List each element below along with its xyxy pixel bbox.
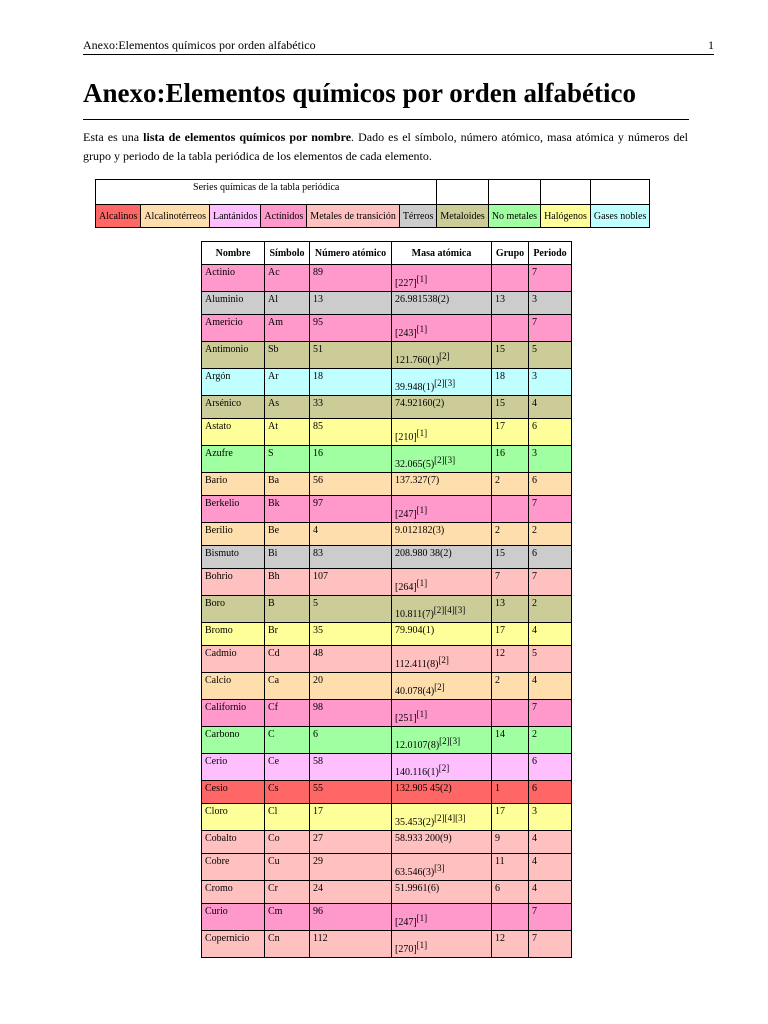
atomic-mass-cell: [392, 904, 492, 931]
table-row: [202, 804, 572, 831]
reference-superscript[interactable]: [1]: [416, 505, 428, 515]
atomic-mass-cell: [392, 754, 492, 781]
intro-text-start: Esta es una: [83, 130, 144, 144]
atomic-mass-value: 79.904(1): [395, 625, 435, 636]
atomic-mass-cell: [392, 623, 492, 646]
group-cell: [492, 496, 529, 523]
atomic-mass-cell: [392, 315, 492, 342]
table-row: [202, 904, 572, 931]
atomic-mass-value: 121.760(1): [395, 355, 440, 366]
table-row: [202, 369, 572, 396]
period-cell: 4: [529, 831, 572, 854]
atomic-mass-value: 12.0107(8): [395, 740, 440, 751]
table-row: [202, 700, 572, 727]
table-row: [202, 292, 572, 315]
group-cell: [492, 754, 529, 781]
atomic-mass-value: 40.078(4): [395, 686, 435, 697]
legend-empty-cell: [488, 180, 540, 205]
group-cell: 15: [492, 546, 529, 569]
reference-superscript[interactable]: [3]: [434, 863, 445, 873]
table-row: [202, 727, 572, 754]
atomic-number-cell: 33: [310, 396, 392, 419]
element-symbol-cell: S: [265, 446, 310, 473]
atomic-number-cell: 27: [310, 831, 392, 854]
element-symbol-cell: C: [265, 727, 310, 754]
legend-series-cell[interactable]: Metaloides: [437, 205, 488, 228]
element-name-cell[interactable]: Antimonio: [202, 342, 265, 369]
period-cell: 4: [529, 623, 572, 646]
reference-superscript[interactable]: [1]: [416, 709, 428, 719]
element-name-cell[interactable]: Bohrio: [202, 569, 265, 596]
period-cell: 7: [529, 315, 572, 342]
atomic-mass-cell: [392, 396, 492, 419]
reference-superscript[interactable]: [2]: [439, 351, 450, 361]
element-name-cell[interactable]: Berkelio: [202, 496, 265, 523]
atomic-mass-cell: [392, 369, 492, 396]
element-symbol-cell: Cu: [265, 854, 310, 881]
element-name-cell[interactable]: Bromo: [202, 623, 265, 646]
atomic-mass-cell: [392, 265, 492, 292]
element-symbol-cell: Am: [265, 315, 310, 342]
period-cell: 6: [529, 754, 572, 781]
atomic-number-cell: 20: [310, 673, 392, 700]
group-cell: 6: [492, 881, 529, 904]
group-cell: 2: [492, 523, 529, 546]
atomic-mass-value: [270]: [395, 944, 417, 955]
element-symbol-cell: Ar: [265, 369, 310, 396]
element-name-cell[interactable]: Bario: [202, 473, 265, 496]
atomic-mass-cell: [392, 673, 492, 700]
element-symbol-cell: At: [265, 419, 310, 446]
table-row: [202, 781, 572, 804]
atomic-mass-cell: [392, 831, 492, 854]
element-name-cell[interactable]: Curio: [202, 904, 265, 931]
table-row: [202, 673, 572, 700]
element-symbol-cell: Be: [265, 523, 310, 546]
period-cell: 4: [529, 854, 572, 881]
atomic-mass-value: 51.9961(6): [395, 883, 440, 894]
atomic-mass-value: 137.327(7): [395, 475, 440, 486]
atomic-mass-cell: [392, 781, 492, 804]
period-cell: 7: [529, 569, 572, 596]
element-symbol-cell: Cr: [265, 881, 310, 904]
atomic-number-cell: 112: [310, 931, 392, 958]
reference-superscript[interactable]: [2][4][3]: [434, 813, 466, 823]
group-cell: 12: [492, 931, 529, 958]
element-name-cell[interactable]: Cobre: [202, 854, 265, 881]
element-name-cell[interactable]: Boro: [202, 596, 265, 623]
table-row: [202, 496, 572, 523]
group-cell: [492, 265, 529, 292]
group-cell: [492, 700, 529, 727]
reference-superscript[interactable]: [1]: [416, 428, 428, 438]
group-cell: 12: [492, 646, 529, 673]
period-cell: 3: [529, 804, 572, 831]
atomic-mass-value: 39.948(1): [395, 382, 435, 393]
reference-superscript[interactable]: [2][3]: [434, 455, 456, 465]
atomic-mass-value: [247]: [395, 917, 417, 928]
period-cell: 7: [529, 904, 572, 931]
group-cell: [492, 904, 529, 931]
element-name-cell[interactable]: Cesio: [202, 781, 265, 804]
atomic-mass-value: 9.012182(3): [395, 525, 445, 536]
element-name-cell[interactable]: Calcio: [202, 673, 265, 700]
reference-superscript[interactable]: [1]: [416, 913, 428, 923]
atomic-mass-value: 10.811(7): [395, 609, 434, 620]
table-header-row: [202, 242, 572, 265]
atomic-number-cell: 48: [310, 646, 392, 673]
legend-empty-cell: [437, 180, 488, 205]
group-cell: 2: [492, 673, 529, 700]
element-name-cell[interactable]: Americio: [202, 315, 265, 342]
table-row: [202, 315, 572, 342]
period-cell: 4: [529, 881, 572, 904]
element-symbol-cell: Bi: [265, 546, 310, 569]
legend-caption-row: [96, 180, 650, 205]
element-name-cell[interactable]: Bismuto: [202, 546, 265, 569]
atomic-mass-value: 74.92160(2): [395, 398, 445, 409]
element-symbol-cell: Sb: [265, 342, 310, 369]
period-cell: 3: [529, 369, 572, 396]
period-cell: 5: [529, 646, 572, 673]
atomic-mass-cell: [392, 419, 492, 446]
period-cell: 4: [529, 673, 572, 700]
atomic-mass-cell: [392, 646, 492, 673]
atomic-number-cell: 95: [310, 315, 392, 342]
atomic-mass-value: [210]: [395, 432, 417, 443]
element-symbol-cell: Co: [265, 831, 310, 854]
atomic-number-cell: 51: [310, 342, 392, 369]
reference-superscript[interactable]: [2][4][3]: [433, 605, 466, 615]
atomic-mass-value: 112.411(8): [395, 659, 439, 670]
reference-superscript[interactable]: [2]: [438, 763, 450, 773]
atomic-number-cell: 89: [310, 265, 392, 292]
atomic-number-cell: 18: [310, 369, 392, 396]
element-symbol-cell: Bk: [265, 496, 310, 523]
element-symbol-cell: Bh: [265, 569, 310, 596]
legend-series-cell[interactable]: Metales de transición: [307, 205, 400, 228]
element-name-cell[interactable]: Cerio: [202, 754, 265, 781]
group-cell: 2: [492, 473, 529, 496]
atomic-number-cell: 83: [310, 546, 392, 569]
atomic-mass-cell: [392, 804, 492, 831]
table-row: [202, 446, 572, 473]
period-cell: 7: [529, 496, 572, 523]
atomic-mass-value: [243]: [395, 328, 417, 339]
atomic-mass-value: [247]: [395, 509, 417, 520]
reference-superscript[interactable]: [2]: [434, 682, 445, 692]
table-row: [202, 419, 572, 446]
table-row: [202, 546, 572, 569]
atomic-number-cell: 13: [310, 292, 392, 315]
header-divider: [83, 54, 714, 55]
intro-bold-link[interactable]: lista de elementos químicos por nombre: [143, 130, 352, 144]
element-name-cell[interactable]: Aluminio: [202, 292, 265, 315]
atomic-number-cell: 35: [310, 623, 392, 646]
table-row: [202, 473, 572, 496]
title-divider: [83, 119, 689, 120]
legend-series-row: [96, 205, 650, 228]
group-cell: 13: [492, 596, 529, 623]
reference-superscript[interactable]: [1]: [416, 274, 428, 284]
atomic-number-cell: 56: [310, 473, 392, 496]
table-row: [202, 931, 572, 958]
element-name-cell[interactable]: Cobalto: [202, 831, 265, 854]
period-cell: 3: [529, 292, 572, 315]
group-cell: 14: [492, 727, 529, 754]
group-cell: 17: [492, 623, 529, 646]
legend-series-cell[interactable]: Térreos: [399, 205, 437, 228]
period-cell: 6: [529, 546, 572, 569]
element-symbol-cell: Ca: [265, 673, 310, 700]
atomic-mass-cell: [392, 854, 492, 881]
legend-caption: Series químicas de la tabla periódica: [96, 180, 437, 205]
element-symbol-cell: Ba: [265, 473, 310, 496]
atomic-mass-value: 208.980 38(2): [395, 548, 452, 559]
reference-superscript[interactable]: [2][3]: [439, 736, 461, 746]
atomic-mass-cell: [392, 292, 492, 315]
period-cell: 2: [529, 523, 572, 546]
period-cell: 2: [529, 596, 572, 623]
table-row: [202, 265, 572, 292]
group-cell: 13: [492, 292, 529, 315]
group-cell: 15: [492, 396, 529, 419]
atomic-number-cell: 4: [310, 523, 392, 546]
group-cell: [492, 315, 529, 342]
period-cell: 7: [529, 265, 572, 292]
group-cell: 17: [492, 804, 529, 831]
legend-empty-cell: [541, 180, 591, 205]
elements-table: [201, 241, 572, 958]
atomic-mass-cell: [392, 931, 492, 958]
intro-text-end: . Dado es el símbolo, número atómico, masa atómica y números del grupo y periodo de la tabla periódica de los elementos de cada elemento.: [83, 130, 688, 163]
atomic-mass-value: 58.933 200(9): [395, 833, 452, 844]
atomic-number-cell: 107: [310, 569, 392, 596]
table-row: [202, 646, 572, 673]
table-row: [202, 569, 572, 596]
group-cell: 9: [492, 831, 529, 854]
legend-series-cell[interactable]: Lantánidos: [209, 205, 260, 228]
element-name-cell[interactable]: Cloro: [202, 804, 265, 831]
element-name-cell[interactable]: Argón: [202, 369, 265, 396]
element-symbol-cell: B: [265, 596, 310, 623]
table-row: [202, 523, 572, 546]
page-number: 1: [708, 38, 714, 52]
table-row: [202, 831, 572, 854]
group-cell: 16: [492, 446, 529, 473]
atomic-number-cell: 85: [310, 419, 392, 446]
legend-series-cell[interactable]: Alcalinotérreos: [141, 205, 210, 228]
table-row: [202, 623, 572, 646]
group-cell: 17: [492, 419, 529, 446]
element-symbol-cell: Cl: [265, 804, 310, 831]
column-header-periodo: Periodo: [529, 242, 572, 265]
element-symbol-cell: Ce: [265, 754, 310, 781]
running-header: [83, 38, 714, 53]
atomic-mass-cell: [392, 727, 492, 754]
period-cell: 6: [529, 419, 572, 446]
atomic-number-cell: 24: [310, 881, 392, 904]
column-header-nombre: Nombre: [202, 242, 265, 265]
element-name-cell[interactable]: Astato: [202, 419, 265, 446]
group-cell: 15: [492, 342, 529, 369]
period-cell: 6: [529, 473, 572, 496]
table-row: [202, 854, 572, 881]
atomic-number-cell: 29: [310, 854, 392, 881]
reference-superscript[interactable]: [2][3]: [434, 378, 456, 388]
atomic-mass-value: 35.453(2): [395, 817, 435, 828]
element-symbol-cell: Br: [265, 623, 310, 646]
atomic-mass-cell: [392, 700, 492, 727]
atomic-mass-cell: [392, 881, 492, 904]
element-name-cell[interactable]: Cromo: [202, 881, 265, 904]
atomic-mass-value: 63.546(3): [395, 867, 435, 878]
atomic-number-cell: 98: [310, 700, 392, 727]
period-cell: 3: [529, 446, 572, 473]
legend-series-cell[interactable]: No metales: [488, 205, 540, 228]
table-row: [202, 881, 572, 904]
element-name-cell[interactable]: Arsénico: [202, 396, 265, 419]
element-name-cell[interactable]: Cadmio: [202, 646, 265, 673]
column-header-masa-atomica: Masa atómica: [392, 242, 492, 265]
atomic-mass-cell: [392, 596, 492, 623]
atomic-mass-cell: [392, 342, 492, 369]
period-cell: 6: [529, 781, 572, 804]
legend-series-cell[interactable]: Gases nobles: [590, 205, 650, 228]
atomic-mass-value: [251]: [395, 713, 417, 724]
atomic-number-cell: 6: [310, 727, 392, 754]
atomic-number-cell: 97: [310, 496, 392, 523]
element-name-cell[interactable]: Carbono: [202, 727, 265, 754]
element-symbol-cell: Al: [265, 292, 310, 315]
atomic-mass-value: [227]: [395, 278, 417, 289]
atomic-number-cell: 55: [310, 781, 392, 804]
group-cell: 1: [492, 781, 529, 804]
group-cell: 7: [492, 569, 529, 596]
group-cell: 18: [492, 369, 529, 396]
atomic-mass-value: 26.981538(2): [395, 294, 450, 305]
atomic-mass-cell: [392, 496, 492, 523]
period-cell: 4: [529, 396, 572, 419]
intro-paragraph: [83, 128, 688, 166]
atomic-number-cell: 5: [310, 596, 392, 623]
legend-series-cell[interactable]: Actínidos: [261, 205, 307, 228]
legend-series-cell[interactable]: Halógenos: [541, 205, 591, 228]
group-cell: 11: [492, 854, 529, 881]
period-cell: 7: [529, 700, 572, 727]
legend-series-cell[interactable]: Alcalinos: [96, 205, 141, 228]
atomic-mass-cell: [392, 446, 492, 473]
atomic-mass-value: 132.905 45(2): [395, 783, 452, 794]
element-symbol-cell: As: [265, 396, 310, 419]
reference-superscript[interactable]: [1]: [416, 940, 428, 950]
element-name-cell[interactable]: Azufre: [202, 446, 265, 473]
element-name-cell[interactable]: Copernicio: [202, 931, 265, 958]
period-cell: 7: [529, 931, 572, 958]
atomic-number-cell: 16: [310, 446, 392, 473]
atomic-mass-value: 32.065(5): [395, 459, 435, 470]
atomic-mass-cell: [392, 473, 492, 496]
atomic-number-cell: 58: [310, 754, 392, 781]
atomic-mass-cell: [392, 569, 492, 596]
atomic-number-cell: 96: [310, 904, 392, 931]
period-cell: 2: [529, 727, 572, 754]
atomic-mass-value: 140.116(1): [395, 767, 439, 778]
column-header-grupo: Grupo: [492, 242, 529, 265]
table-row: [202, 342, 572, 369]
atomic-number-cell: 17: [310, 804, 392, 831]
atomic-mass-cell: [392, 523, 492, 546]
element-symbol-cell: Cd: [265, 646, 310, 673]
element-symbol-cell: Cs: [265, 781, 310, 804]
atomic-mass-value: [264]: [395, 582, 417, 593]
reference-superscript[interactable]: [2]: [438, 655, 449, 665]
period-cell: 5: [529, 342, 572, 369]
element-symbol-cell: Cf: [265, 700, 310, 727]
atomic-mass-cell: [392, 546, 492, 569]
table-row: [202, 596, 572, 623]
page-title: Anexo:Elementos químicos por orden alfabético: [83, 78, 636, 108]
series-legend-table: [95, 179, 650, 228]
element-name-cell[interactable]: Actinio: [202, 265, 265, 292]
element-symbol-cell: Cm: [265, 904, 310, 931]
legend-empty-cell: [590, 180, 650, 205]
reference-superscript[interactable]: [1]: [416, 324, 428, 334]
element-symbol-cell: Ac: [265, 265, 310, 292]
column-header-simbolo: Símbolo: [265, 242, 310, 265]
table-row: [202, 396, 572, 419]
element-name-cell[interactable]: Berilio: [202, 523, 265, 546]
running-header-title: Anexo:Elementos químicos por orden alfabético: [83, 38, 316, 52]
element-name-cell[interactable]: Californio: [202, 700, 265, 727]
column-header-numero-atomico: Número atómico: [310, 242, 392, 265]
reference-superscript[interactable]: [1]: [416, 578, 428, 588]
element-symbol-cell: Cn: [265, 931, 310, 958]
table-row: [202, 754, 572, 781]
